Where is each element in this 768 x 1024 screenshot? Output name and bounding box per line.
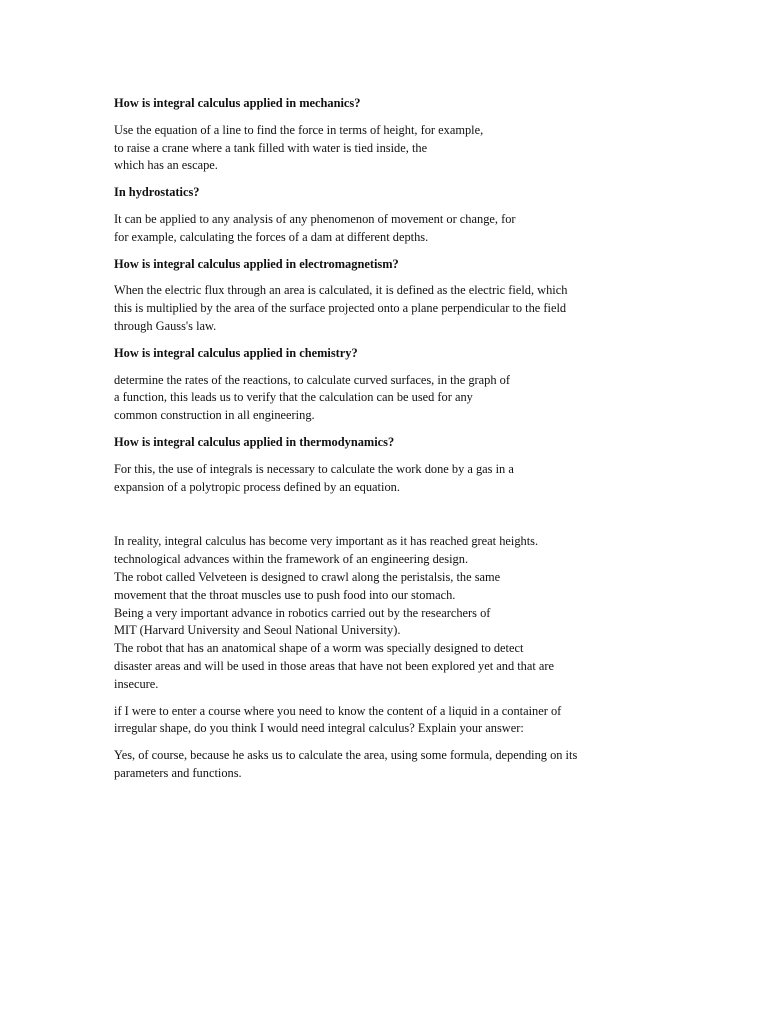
paragraph-line: insecure.	[114, 676, 159, 691]
paragraph-line: a function, this leads us to verify that the calculation can be used for any	[114, 390, 473, 405]
paragraph-line: Use the equation of a line to find the force in terms of height, for example,	[114, 122, 484, 137]
paragraph-line: if I were to enter a course where you need to know the content of a liquid in a container of	[114, 703, 562, 718]
paragraph-line: The robot that has an anatomical shape of a worm was specially designed to detect	[114, 641, 524, 656]
paragraph-chemistry	[114, 372, 634, 425]
paragraph-mechanics	[114, 122, 634, 175]
paragraph-line: Being a very important advance in robotics carried out by the researchers of	[114, 605, 491, 620]
paragraph-hydrostatics	[114, 211, 634, 247]
paragraph-line: for example, calculating the forces of a dam at different depths.	[114, 229, 429, 244]
paragraph-thermodynamics	[114, 461, 634, 497]
paragraph-line: technological advances within the framework of an engineering design.	[114, 552, 469, 567]
paragraph-line: Yes, of course, because he asks us to calculate the area, using some formula, depending on its	[114, 748, 578, 763]
paragraph-line: determine the rates of the reactions, to calculate curved surfaces, in the graph of	[114, 372, 510, 387]
paragraph-line: which has an escape.	[114, 158, 218, 173]
paragraph-line: When the electric flux through an area is calculated, it is defined as the electric field, which	[114, 283, 568, 298]
paragraph-line: irregular shape, do you think I would need integral calculus? Explain your answer:	[114, 721, 524, 736]
heading-electromagnetism: How is integral calculus applied in electromagnetism?	[114, 256, 399, 271]
paragraph-line: through Gauss's law.	[114, 318, 217, 333]
paragraph-question	[114, 703, 634, 739]
document-page	[114, 95, 634, 792]
heading-chemistry: How is integral calculus applied in chemistry?	[114, 345, 358, 360]
paragraph-answer	[114, 747, 634, 783]
paragraph-line: In reality, integral calculus has become very important as it has reached great heights.	[114, 534, 539, 549]
paragraph-line: movement that the throat muscles use to push food into our stomach.	[114, 587, 456, 602]
paragraph-line: expansion of a polytropic process defined by an equation.	[114, 479, 400, 494]
paragraph-line: this is multiplied by the area of the surface projected onto a plane perpendicular to the field	[114, 301, 567, 316]
paragraph-line: For this, the use of integrals is necessary to calculate the work done by a gas in a	[114, 461, 514, 476]
paragraph-line: MIT (Harvard University and Seoul National University).	[114, 623, 401, 638]
paragraph-line: parameters and functions.	[114, 765, 242, 780]
paragraph-line: to raise a crane where a tank filled with water is tied inside, the	[114, 140, 428, 155]
heading-mechanics: How is integral calculus applied in mechanics?	[114, 96, 361, 110]
heading-hydrostatics: In hydrostatics?	[114, 185, 200, 200]
paragraph-line: It can be applied to any analysis of any phenomenon of movement or change, for	[114, 211, 516, 226]
paragraph-line: The robot called Velveteen is designed to crawl along the peristalsis, the same	[114, 569, 501, 584]
section-spacer	[114, 505, 634, 533]
paragraph-line: disaster areas and will be used in those areas that have not been explored yet and that are	[114, 658, 555, 673]
heading-thermodynamics: How is integral calculus applied in thermodynamics?	[114, 434, 395, 449]
paragraph-electromagnetism	[114, 282, 634, 335]
paragraph-reality	[114, 533, 634, 693]
paragraph-line: common construction in all engineering.	[114, 408, 315, 423]
